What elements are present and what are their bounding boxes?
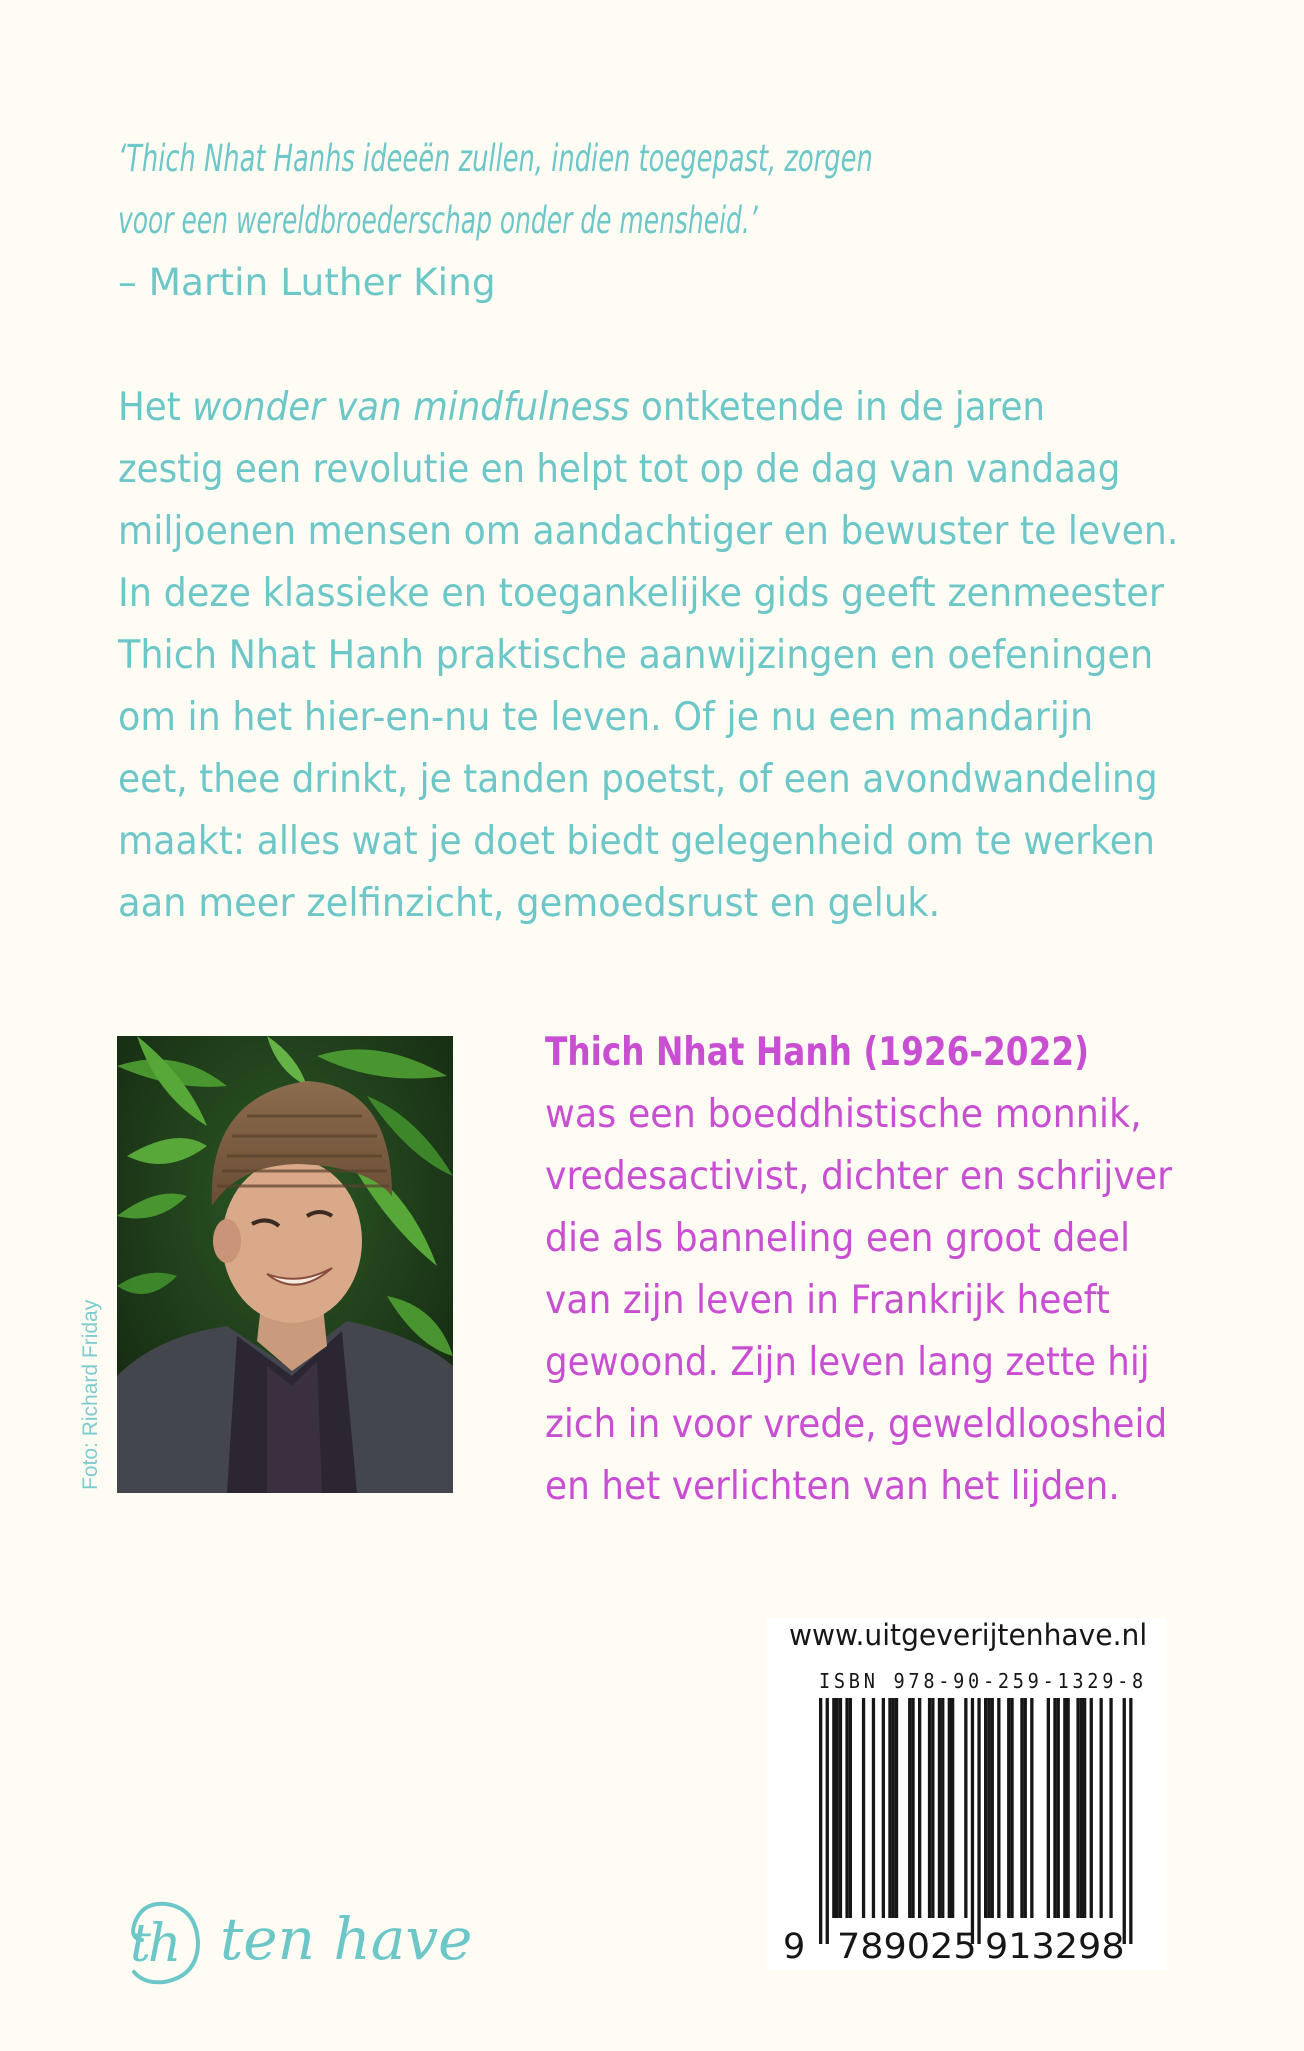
publisher-logo <box>118 1898 473 1986</box>
description-suffix: ontketende in de jaren <box>629 385 1046 430</box>
photo-credit: Foto: Richard Friday <box>79 1299 102 1490</box>
description-line: eet, thee drinkt, je tanden poetst, of een avondwandeling <box>118 757 1158 802</box>
description-line: miljoenen mensen om aandachtiger en bewuster te leven. <box>118 509 1179 554</box>
description-line: zestig een revolutie en helpt tot op de dag van vandaag <box>118 447 1121 492</box>
description-line: om in het hier-en-nu te leven. Of je nu een mandarijn <box>118 695 1094 740</box>
logo-monogram-text: th <box>130 1914 179 1974</box>
bio-line: die als banneling een groot deel <box>545 1216 1131 1261</box>
barcode-block <box>767 1618 1167 1970</box>
author-portrait-illustration <box>117 1036 453 1493</box>
isbn-label: ISBN 978-90-259-1329-8 <box>819 1669 1147 1693</box>
barcode-digits-right: 913298 <box>985 1927 1125 1967</box>
bio-line: gewoond. Zijn leven lang zette hij <box>545 1340 1150 1385</box>
author-name-heading: Thich Nhat Hanh (1926-2022) <box>545 1030 1090 1075</box>
logo-wordmark: ten have <box>220 1905 473 1973</box>
description-line: Thich Nhat Hanh praktische aanwijzingen en oefeningen <box>118 633 1154 678</box>
description-line: In deze klassieke en toegankelijke gids geeft zenmeester <box>118 571 1164 616</box>
quote-line: voor een wereldbroederschap onder de mensheid.’ <box>118 199 758 242</box>
description-line: maakt: alles wat je doet biedt gelegenheid om te werken <box>118 819 1156 864</box>
bio-line: zich in voor vrede, geweldloosheid <box>545 1402 1168 1447</box>
book-title-italic: wonder van mindfulness <box>192 385 630 430</box>
bio-line: en het verlichten van het lijden. <box>545 1464 1120 1509</box>
description-prefix: Het <box>118 385 193 430</box>
description-line <box>118 385 1046 430</box>
bio-line: was een boeddhistische monnik, <box>545 1092 1142 1137</box>
barcode-digit-prefix: 9 <box>783 1927 806 1967</box>
bio-line: vredesactivist, dichter en schrijver <box>545 1154 1172 1199</box>
quote-line: ‘Thich Nhat Hanhs ideeën zullen, indien toegepast, zorgen <box>118 137 873 180</box>
author-photo <box>117 1036 453 1493</box>
description-line: aan meer zelfinzicht, gemoedsrust en geluk. <box>118 881 941 926</box>
ean13-barcode <box>767 1618 1167 1970</box>
publisher-website[interactable]: www.uitgeverijtenhave.nl <box>789 1618 1148 1652</box>
bio-line: van zijn leven in Frankrijk heeft <box>545 1278 1110 1323</box>
quote-attribution: – Martin Luther King <box>118 261 496 304</box>
barcode-digits-left: 789025 <box>837 1927 977 1967</box>
